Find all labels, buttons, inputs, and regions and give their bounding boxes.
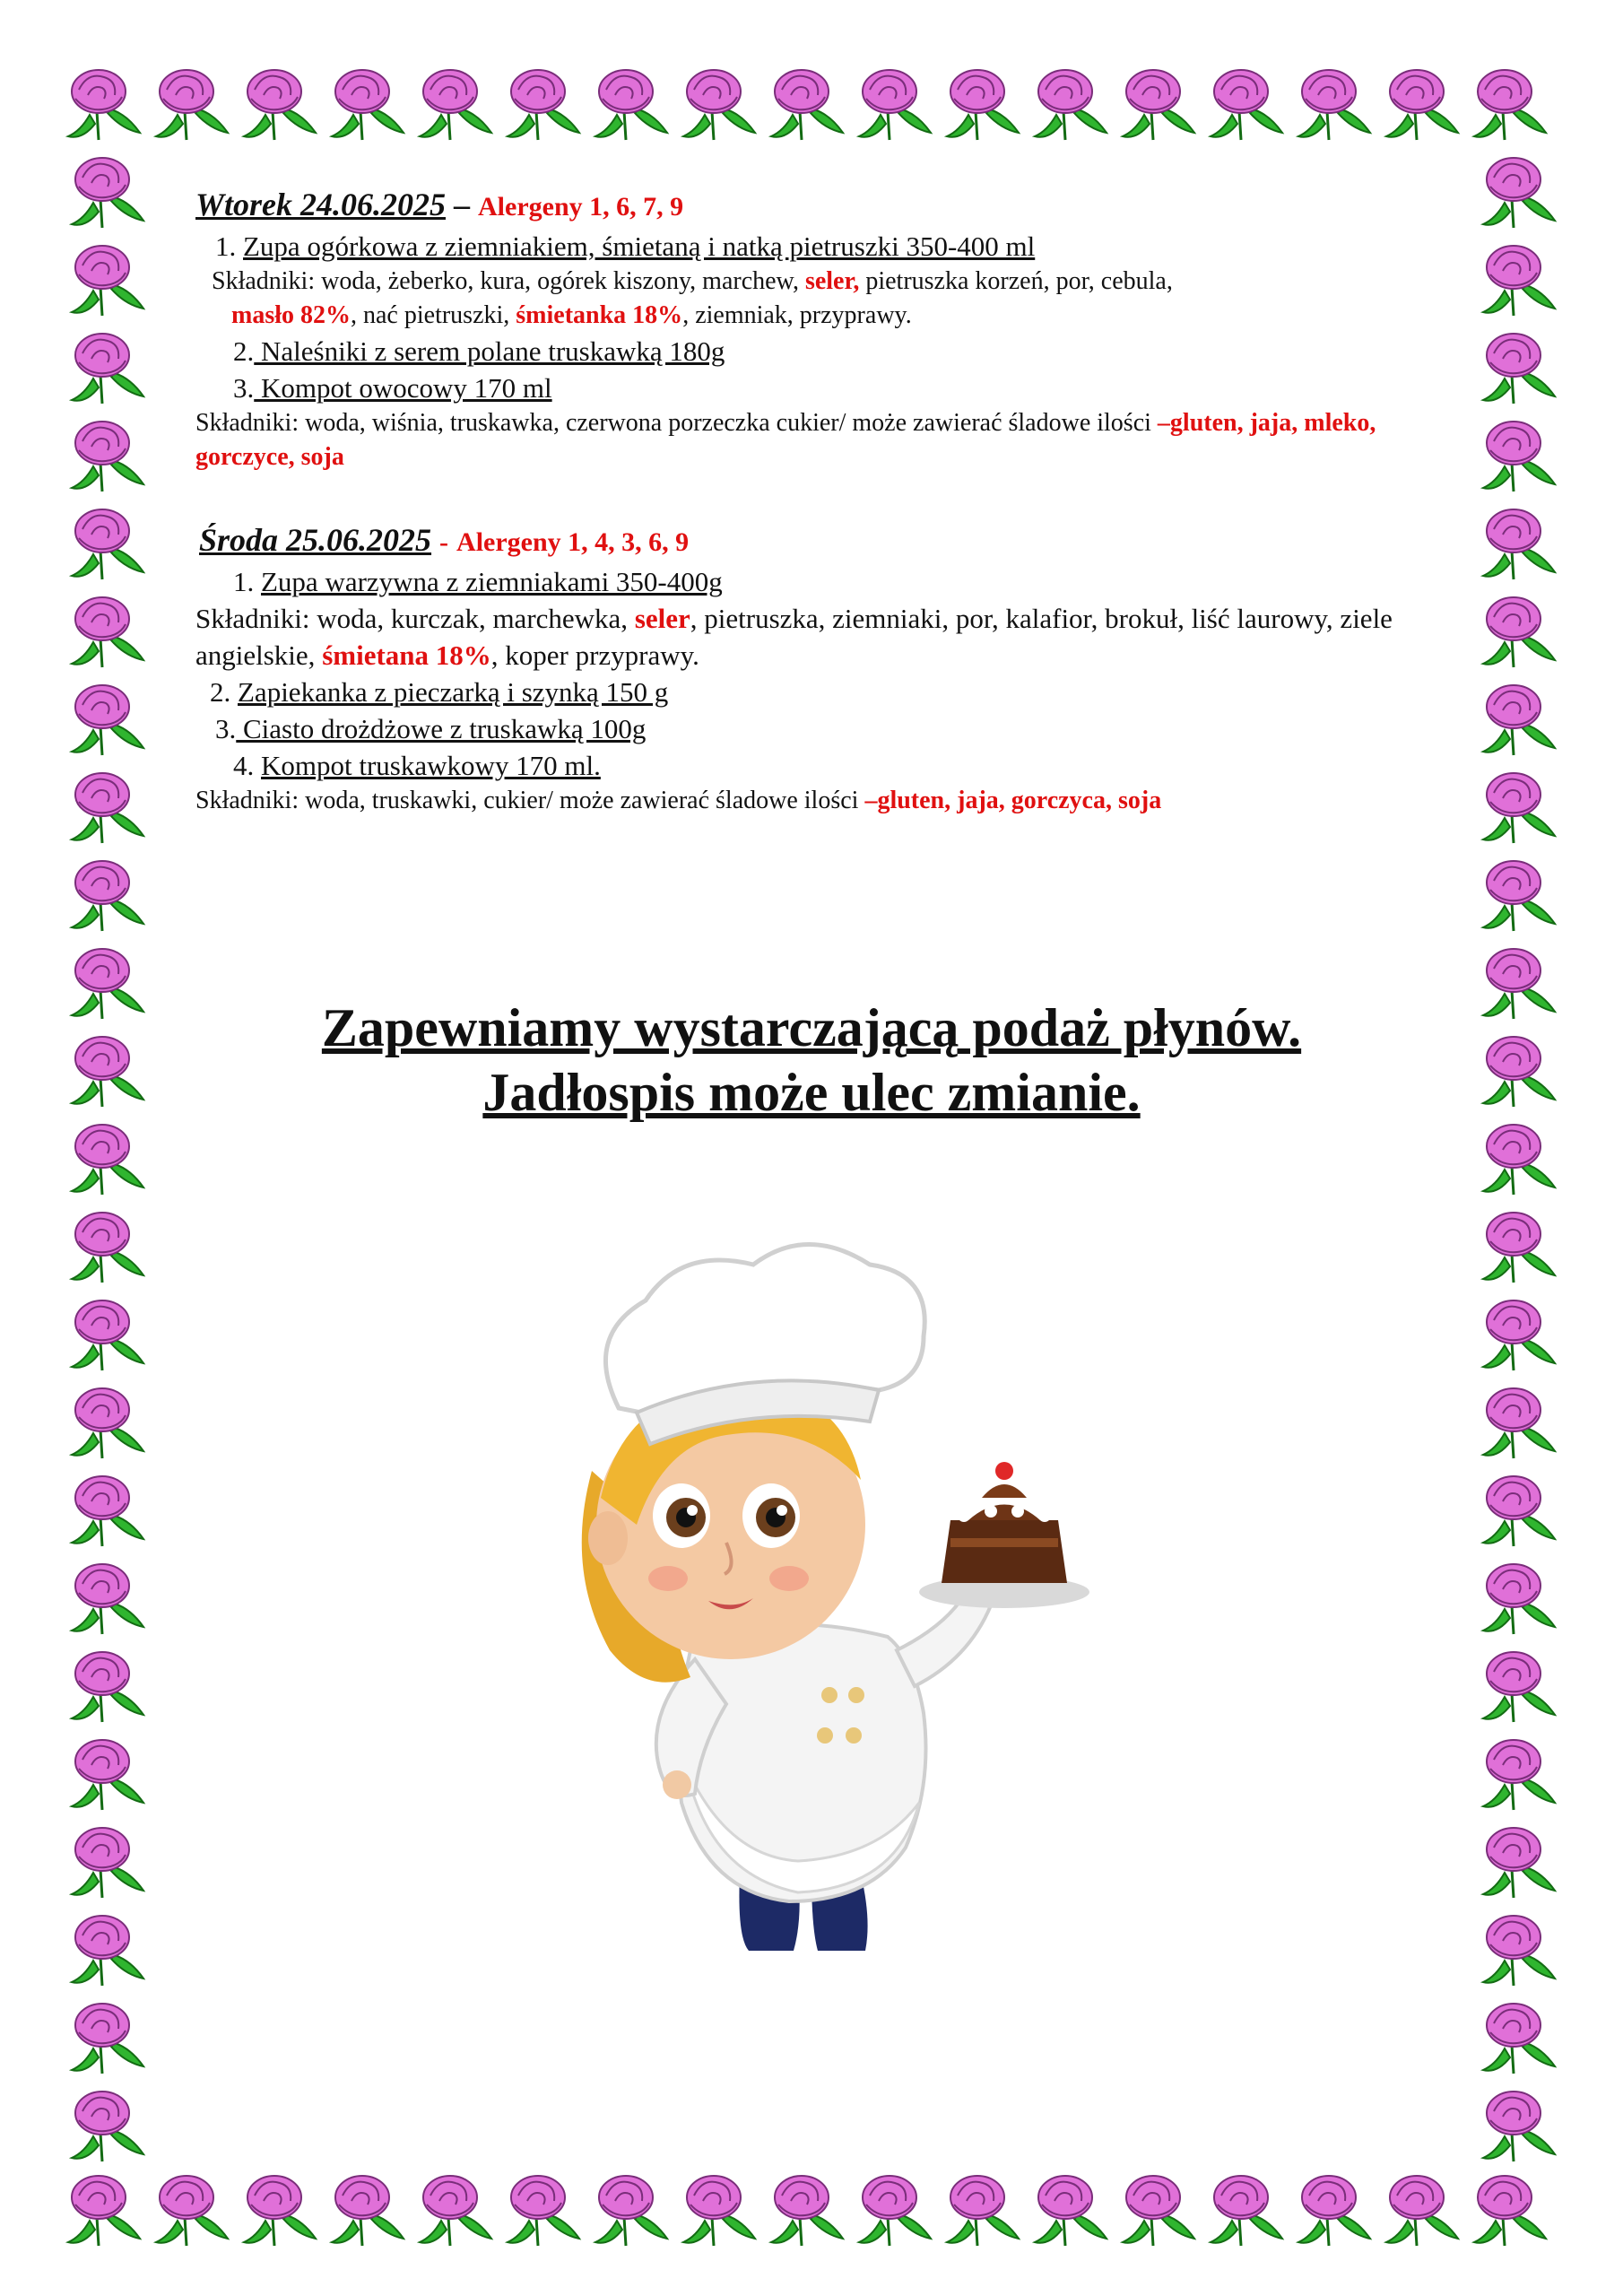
day-wednesday	[195, 519, 1451, 818]
rose-border-left	[63, 56, 152, 2249]
rose-icon	[1386, 2176, 1458, 2246]
notice-line-1: Zapewniamy wystarczającą podaż płynów.	[321, 998, 1302, 1057]
rose-icon	[1298, 2176, 1370, 2246]
rose-icon	[1483, 1125, 1555, 1195]
rose-icon	[1483, 2092, 1555, 2161]
rose-icon	[1483, 685, 1555, 755]
rose-icon	[1483, 773, 1555, 843]
ingredient-highlight: –gluten, jaja, mleko, gorczyce, soja	[195, 409, 1376, 471]
rose-icon	[1483, 861, 1555, 931]
rose-icon	[771, 70, 843, 140]
rose-icon	[508, 2176, 579, 2246]
ingredient-highlight: śmietanka 18%	[516, 301, 683, 329]
rose-icon	[72, 1916, 143, 1986]
heading-dash: -	[439, 527, 449, 557]
rose-icon	[1483, 1213, 1555, 1283]
dish-text: Zapiekanka z pieczarką i szynką 150 g	[238, 676, 669, 708]
rose-icon	[72, 334, 143, 404]
rose-icon	[72, 597, 143, 667]
rose-icon	[72, 773, 143, 843]
ingredients-part: , nać pietruszki,	[351, 301, 516, 329]
ingredients-text	[195, 600, 1451, 674]
rose-icon	[1483, 1828, 1555, 1898]
dish-number: 3.	[233, 372, 255, 404]
dish-number: 4.	[233, 750, 255, 781]
rose-icon	[72, 1652, 143, 1722]
rose-icon	[156, 2176, 228, 2246]
allergens-label: Alergeny 1, 6, 7, 9	[478, 192, 684, 222]
rose-icon	[420, 2176, 491, 2246]
ingredients-part: Składniki: woda, truskawki, cukier/ może zawierać śladowe ilości	[195, 787, 865, 814]
rose-border-top	[63, 56, 1560, 144]
rose-icon	[1483, 1300, 1555, 1370]
rose-icon	[72, 1740, 143, 1810]
ingredients-part: Składniki: woda, żeberko, kura, ogórek kiszony, marchew,	[212, 267, 805, 295]
rose-icon	[1483, 1476, 1555, 1546]
dish-item	[195, 710, 1451, 747]
ingredient-highlight: śmietana 18%	[322, 639, 491, 671]
rose-icon	[1483, 158, 1555, 228]
rose-icon	[683, 2176, 755, 2246]
rose-icon	[72, 422, 143, 491]
rose-icon	[1483, 1652, 1555, 1722]
rose-icon	[859, 70, 931, 140]
rose-icon	[683, 70, 755, 140]
chef-girl-with-cake-illustration	[502, 1229, 1148, 1973]
dish-item	[195, 747, 1451, 784]
rose-icon	[1483, 1740, 1555, 1810]
ingredient-highlight: masło 82%	[231, 301, 351, 329]
menu-content	[195, 184, 1451, 863]
ingredient-highlight: seler	[634, 603, 690, 634]
ingredient-highlight: seler,	[804, 267, 860, 295]
rose-icon	[595, 70, 667, 140]
rose-icon	[72, 158, 143, 228]
ingredients-part: , pietruszka, ziemniaki, por, kalafior, brokuł, liść laurowy, ziele angielskie,	[195, 603, 1393, 671]
rose-icon	[1123, 70, 1194, 140]
rose-icon	[1483, 246, 1555, 316]
dish-item	[195, 333, 1451, 370]
rose-icon	[1211, 70, 1282, 140]
rose-icon	[1483, 509, 1555, 579]
rose-icon	[72, 1564, 143, 1634]
heading-dash: –	[454, 187, 470, 222]
notice	[0, 996, 1623, 1125]
ingredients-part: , ziemniak, przyprawy.	[682, 301, 912, 329]
rose-border-bottom	[63, 2161, 1560, 2249]
dish-item	[195, 370, 1451, 406]
rose-icon	[72, 1300, 143, 1370]
rose-icon	[332, 2176, 404, 2246]
rose-icon	[1483, 2004, 1555, 2074]
rose-icon	[1483, 1388, 1555, 1458]
ingredients-part: Składniki: woda, kurczak, marchewka,	[195, 603, 635, 634]
day-heading	[195, 184, 1451, 228]
ingredients-text	[195, 406, 1451, 474]
rose-icon	[420, 70, 491, 140]
rose-icon	[1483, 334, 1555, 404]
rose-icon	[72, 1125, 143, 1195]
rose-icon	[859, 2176, 931, 2246]
dish-number: 2.	[210, 676, 231, 708]
rose-icon	[72, 685, 143, 755]
rose-icon	[72, 861, 143, 931]
ingredients-part: Składniki: woda, wiśnia, truskawka, czerwona porzeczka cukier/ może zawierać śladowe ilości	[195, 409, 1158, 437]
rose-icon	[1298, 70, 1370, 140]
dish-text: Zupa warzywna z ziemniakami 350-400g	[261, 566, 723, 597]
rose-icon	[1211, 2176, 1282, 2246]
rose-icon	[332, 70, 404, 140]
rose-icon	[1123, 2176, 1194, 2246]
ingredients-text	[195, 265, 1451, 333]
rose-icon	[595, 2176, 667, 2246]
ingredients-part: pietruszka korzeń, por, cebula,	[859, 267, 1173, 295]
dish-text: Zupa ogórkowa z ziemniakiem, śmietaną i natką pietruszki 350-400 ml	[243, 230, 1036, 262]
rose-icon	[771, 2176, 843, 2246]
ingredient-highlight: –gluten, jaja, gorczyca, soja	[864, 787, 1162, 814]
rose-border-right	[1471, 56, 1560, 2249]
dish-number: 3.	[215, 713, 237, 744]
rose-icon	[947, 2176, 1019, 2246]
dish-item	[195, 228, 1451, 265]
rose-icon	[1386, 70, 1458, 140]
rose-icon	[1035, 2176, 1107, 2246]
rose-icon	[1483, 597, 1555, 667]
rose-icon	[1483, 422, 1555, 491]
dish-item	[195, 674, 1451, 710]
rose-icon	[72, 2092, 143, 2161]
rose-icon	[72, 2004, 143, 2074]
dish-text: Naleśniki z serem polane truskawką 180g	[254, 335, 725, 367]
day-name: Środa 25.06.2025	[199, 522, 432, 558]
ingredients-text	[195, 784, 1451, 818]
rose-icon	[244, 2176, 316, 2246]
ingredients-part: , koper przyprawy.	[490, 639, 699, 671]
rose-icon	[72, 1476, 143, 1546]
dish-number: 2.	[233, 335, 255, 367]
rose-icon	[1483, 1564, 1555, 1634]
dish-item	[195, 563, 1451, 600]
day-tuesday	[195, 184, 1451, 474]
rose-icon	[72, 1828, 143, 1898]
rose-icon	[72, 1388, 143, 1458]
day-name: Wtorek 24.06.2025	[195, 187, 446, 222]
dish-text: Kompot owocowy 170 ml	[254, 372, 552, 404]
dish-number: 1.	[215, 230, 237, 262]
rose-icon	[72, 509, 143, 579]
dish-number: 1.	[233, 566, 255, 597]
rose-icon	[1483, 1916, 1555, 1986]
rose-icon	[72, 1213, 143, 1283]
rose-icon	[156, 70, 228, 140]
allergens-label: Alergeny 1, 4, 3, 6, 9	[456, 527, 690, 557]
rose-icon	[244, 70, 316, 140]
day-heading	[195, 519, 1451, 563]
rose-icon	[72, 246, 143, 316]
dish-text: Kompot truskawkowy 170 ml.	[261, 750, 601, 781]
rose-icon	[947, 70, 1019, 140]
rose-icon	[1035, 70, 1107, 140]
notice-line-2: Jadłospis może ulec zmianie.	[482, 1063, 1141, 1122]
rose-icon	[508, 70, 579, 140]
dish-text: Ciasto drożdżowe z truskawką 100g	[236, 713, 647, 744]
